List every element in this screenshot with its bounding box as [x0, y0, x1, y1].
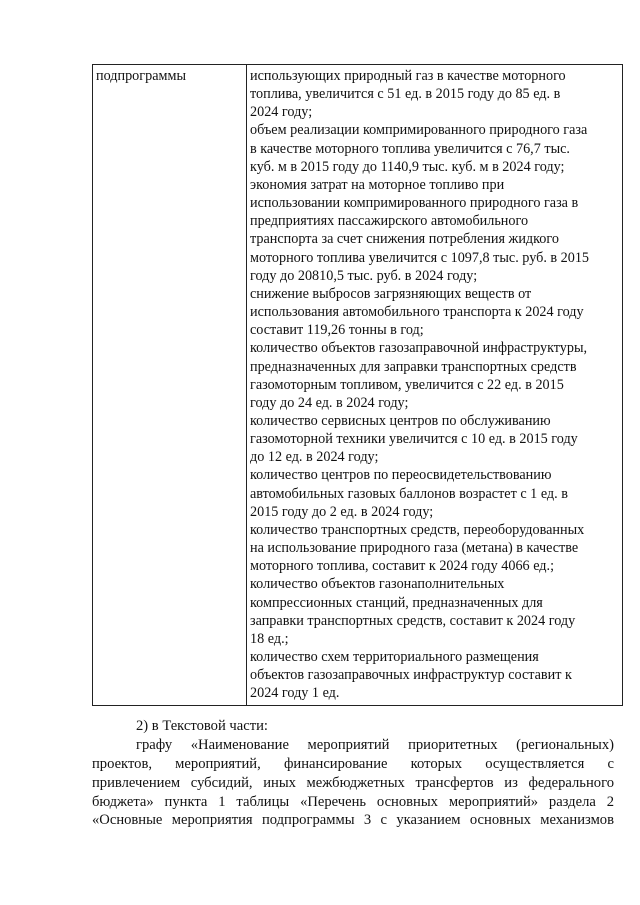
- cell-line: предприятиях пассажирского автомобильного: [250, 213, 529, 230]
- cell-line: газомоторной техники увеличится с 10 ед. в 2015 году: [250, 431, 578, 448]
- cell-line: году до 24 ед. в 2024 году;: [250, 394, 409, 411]
- cell-line: количество схем территориального размещения: [250, 649, 539, 665]
- cell-line: автомобильных газовых баллонов возрастет с 1 ед. в: [250, 485, 568, 502]
- cell-line: количество объектов газозаправочной инфраструктуры,: [250, 340, 588, 357]
- cell-line: до 12 ед. в 2024 году;: [250, 449, 379, 466]
- cell-line: снижение выбросов загрязняющих веществ от: [250, 285, 532, 302]
- indicators-table: [92, 64, 623, 706]
- cell-line: газомоторным топливом, увеличится с 22 ед. в 2015: [250, 376, 564, 393]
- cell-line: использовании компримированного природного газа в: [250, 195, 579, 212]
- table-cell-label: [93, 65, 247, 706]
- paragraph-line: проектов, мероприятий, финансирование которых осуществляется с: [92, 755, 614, 772]
- cell-text: подпрограммы: [96, 68, 186, 84]
- cell-line: транспорта за счет снижения потребления жидкого: [250, 231, 559, 248]
- cell-line: году до 20810,5 тыс. руб. в 2024 году;: [250, 267, 478, 284]
- table-row: [93, 65, 623, 706]
- paragraph-line: графу «Наименование мероприятий приоритетных (региональных): [136, 736, 614, 753]
- cell-line: объектов газозаправочных инфраструктур составит к: [250, 667, 572, 684]
- cell-line: моторного топлива увеличится с 1097,8 тыс. руб. в 2015: [250, 249, 590, 266]
- cell-line: компрессионных станций, предназначенных для: [250, 594, 543, 611]
- cell-line: использования автомобильного транспорта к 2024 году: [250, 304, 584, 321]
- cell-line: предназначенных для заправки транспортных средств: [250, 358, 577, 375]
- paragraph-line: привлечением субсидий, иных межбюджетных трансфертов из федерального: [92, 774, 614, 791]
- cell-line: количество объектов газонаполнительных: [250, 576, 505, 593]
- cell-line: в качестве моторного топлива увеличится с 76,7 тыс.: [250, 140, 570, 157]
- cell-line: топлива, увеличится с 51 ед. в 2015 году до 85 ед. в: [250, 86, 561, 103]
- cell-line: моторного топлива, составит к 2024 году 4066 ед.;: [250, 558, 555, 575]
- cell-line: куб. м в 2015 году до 1140,9 тыс. куб. м в 2024 году;: [250, 158, 565, 175]
- cell-line: количество транспортных средств, переоборудованных: [250, 521, 585, 538]
- cell-line: 2015 году до 2 ед. в 2024 году;: [250, 503, 434, 520]
- cell-line: использующих природный газ в качестве моторного: [250, 68, 566, 84]
- paragraph-line: бюджета» пункта 1 таблицы «Перечень основных мероприятий» раздела 2: [92, 793, 614, 810]
- cell-line: 2024 году;: [250, 104, 313, 121]
- cell-line: составит 119,26 тонны в год;: [250, 322, 424, 339]
- cell-line: объем реализации компримированного природного газа: [250, 122, 588, 139]
- cell-line: количество центров по переосвидетельствованию: [250, 467, 552, 484]
- cell-line: на использование природного газа (метана) в качестве: [250, 540, 579, 557]
- table-cell-content: [247, 65, 623, 706]
- section-heading: 2) в Текстовой части:: [136, 718, 268, 734]
- cell-line: экономия затрат на моторное топливо при: [250, 176, 505, 193]
- cell-line: заправки транспортных средств, составит к 2024 году: [250, 612, 576, 629]
- paragraph-line: «Основные мероприятия подпрограммы 3 с указанием основных механизмов: [92, 812, 614, 829]
- cell-line: количество сервисных центров по обслуживанию: [250, 412, 551, 429]
- cell-line: 18 ед.;: [250, 630, 289, 647]
- cell-line: 2024 году 1 ед.: [250, 685, 340, 702]
- body-text: [92, 717, 614, 830]
